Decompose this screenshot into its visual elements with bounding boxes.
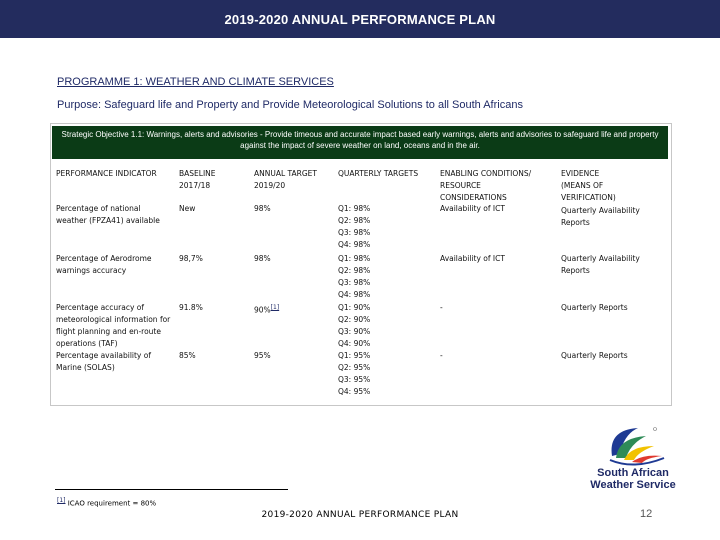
row2-indicator: Percentage of Aerodrome warnings accuracy <box>56 254 152 275</box>
logo-wordmark <box>568 467 698 491</box>
row1-baseline: New <box>179 204 196 213</box>
purpose-text: Purpose: Safeguard life and Property and Provide Meteorological Solutions to all South Africans <box>57 99 523 111</box>
header-quarterly-targets: QUARTERLY TARGETS <box>338 169 419 178</box>
row4-quarterly: Q1: 95% Q2: 95% Q3: 95% Q4: 95% <box>338 351 371 396</box>
header-evidence: EVIDENCE (MEANS OF VERIFICATION) <box>561 169 616 202</box>
row3-quarterly: Q1: 90% Q2: 90% Q3: 90% Q4: 90% <box>338 303 371 348</box>
row2-enabling: Availability of ICT <box>440 254 505 263</box>
row3-indicator: Percentage accuracy of meteorological information for flight planning and en-route operations (TAF) <box>56 303 171 348</box>
page-title: 2019-2020 ANNUAL PERFORMANCE PLAN <box>224 11 496 27</box>
footnote-reference-link[interactable]: [1] <box>270 304 280 311</box>
page-number: 12 <box>640 508 653 520</box>
row4-target: 95% <box>254 351 271 360</box>
row2-baseline: 98,7% <box>179 254 203 263</box>
row4-baseline: 85% <box>179 351 196 360</box>
logo-line2: Weather Service <box>590 479 676 491</box>
row2-evidence: Quarterly Availability Reports <box>561 254 640 275</box>
footnote-text: ICAO requirement = 80% <box>67 499 157 508</box>
row3-evidence: Quarterly Reports <box>561 303 628 312</box>
programme-heading: PROGRAMME 1: WEATHER AND CLIMATE SERVICES <box>57 76 334 88</box>
header-enabling-conditions: ENABLING CONDITIONS/ RESOURCE CONSIDERATIONS <box>440 169 532 202</box>
footnote-divider <box>55 489 288 490</box>
footnote-mark: [1] <box>57 497 66 504</box>
header-baseline: BASELINE 2017/18 <box>179 169 216 190</box>
row1-target: 98% <box>254 204 271 213</box>
footer-title: 2019-2020 ANNUAL PERFORMANCE PLAN <box>261 510 459 520</box>
strategic-objective-banner: Strategic Objective 1.1: Warnings, alerts and advisories - Provide timeous and accurate impact based early warnings, alerts and advisories to safeguard life and property against the impact of severe weather on land, oceans and in the air. <box>52 126 668 159</box>
row3-target-cell <box>254 302 332 317</box>
row3-enabling: - <box>440 303 443 312</box>
footnote <box>57 497 156 507</box>
row1-evidence: Quarterly Availability Reports <box>561 206 640 227</box>
row4-enabling: - <box>440 351 443 360</box>
row3-target: 90% <box>254 305 271 315</box>
row4-evidence: Quarterly Reports <box>561 351 628 360</box>
row2-target: 98% <box>254 254 271 263</box>
title-bar <box>0 0 720 38</box>
row2-quarterly: Q1: 98% Q2: 98% Q3: 98% Q4: 98% <box>338 254 371 299</box>
row3-baseline: 91.8% <box>179 303 203 312</box>
row1-indicator: Percentage of national weather (FPZA41) available <box>56 204 160 225</box>
header-annual-target: ANNUAL TARGET 2019/20 <box>254 169 318 190</box>
row4-indicator: Percentage availability of Marine (SOLAS) <box>56 351 151 372</box>
row1-enabling: Availability of ICT <box>440 204 505 213</box>
header-performance-indicator: PERFORMANCE INDICATOR <box>56 169 157 178</box>
logo-line1: South African <box>597 467 669 479</box>
row1-quarterly: Q1: 98% Q2: 98% Q3: 98% Q4: 98% <box>338 204 371 249</box>
